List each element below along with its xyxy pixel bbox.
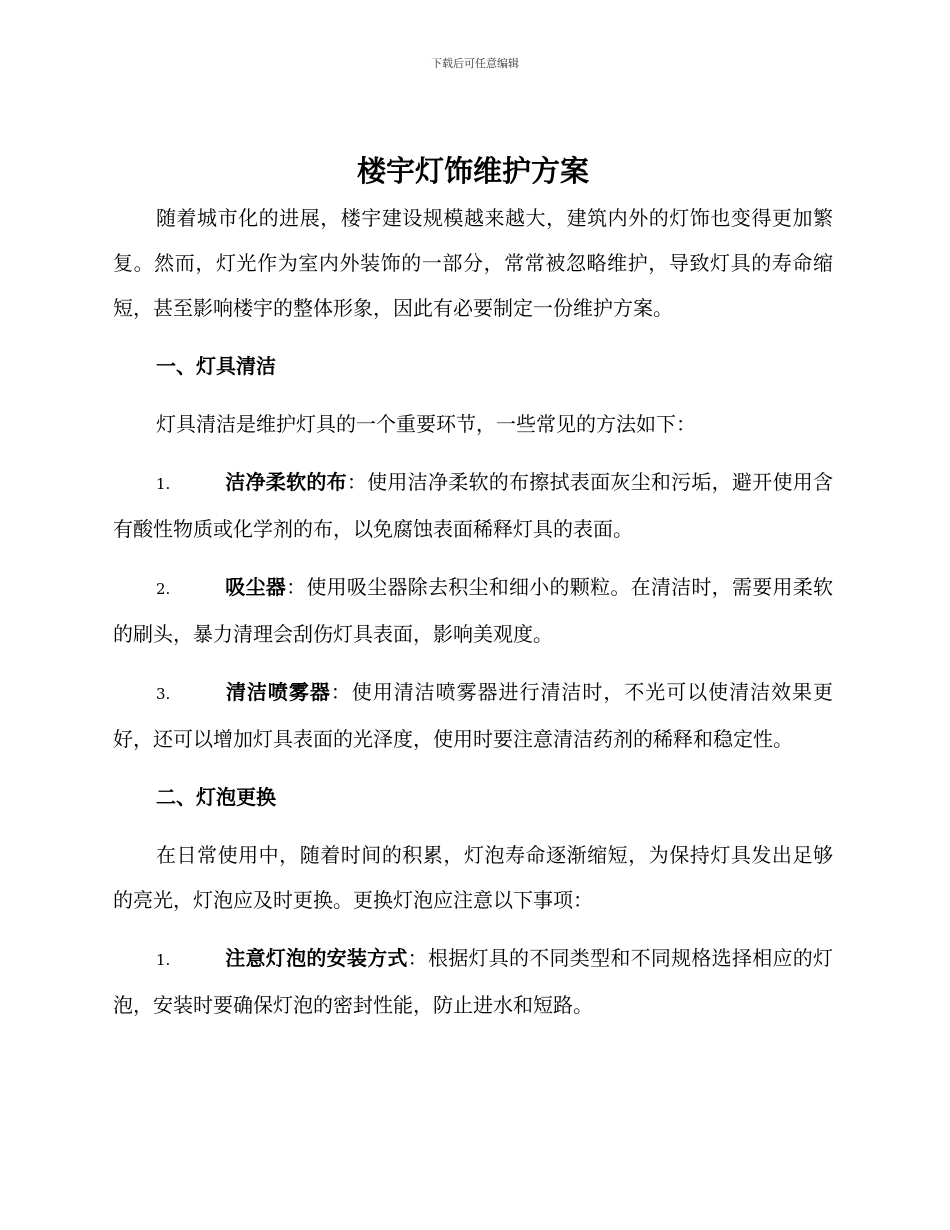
list-text: ：根据灯具的不同类型和不同规格选择相应的灯泡，安装时要确保灯泡的密封性能，防止进水和短路。 [113, 946, 834, 1017]
list-number: 2. [156, 580, 171, 598]
list-number: 1. [156, 475, 171, 493]
section-heading-bulb: 二、灯泡更换 [156, 785, 276, 809]
intro-paragraph: 随着城市化的进展，楼宇建设规模越来越大，建筑内外的灯饰也变得更加繁复。然而，灯光作为室内外装饰的一部分，常常被忽略维护，导致灯具的寿命缩短，甚至影响楼宇的整体形象，因此有必要制定一份维护方案。 [113, 206, 833, 320]
header-note: 下载后可任意编辑 [431, 57, 519, 70]
list-item [113, 936, 833, 1028]
list-term: 洁净柔软的布 [225, 470, 347, 494]
section-lead-bulb: 在日常使用中，随着时间的积累，灯泡寿命逐渐缩短，为保持灯具发出足够的亮光，灯泡应及时更换。更换灯泡应注意以下事项： [113, 843, 833, 912]
document-body [113, 146, 833, 1028]
list-term: 吸尘器 [225, 575, 287, 599]
list-number: 3. [156, 685, 171, 703]
section-lead-cleaning: 灯具清洁是维护灯具的一个重要环节，一些常见的方法如下： [156, 412, 696, 436]
list-text: ：使用洁净柔软的布擦拭表面灰尘和污垢，避开使用含有酸性物质或化学剂的布，以免腐蚀表面稀释灯具的表面。 [113, 470, 834, 541]
list-text: ：使用清洁喷雾器进行清洁时，不光可以使清洁效果更好，还可以增加灯具表面的光泽度，使用时要注意清洁药剂的稀释和稳定性。 [113, 680, 834, 751]
list-text: ：使用吸尘器除去积尘和细小的颗粒。在清洁时，需要用柔软的刷头，暴力清理会刮伤灯具表面，影响美观度。 [113, 575, 834, 646]
list-term: 注意灯泡的安装方式 [225, 946, 408, 970]
list-item [113, 565, 833, 657]
list-item [113, 670, 833, 762]
list-term: 清洁喷雾器 [225, 680, 331, 704]
list-item [113, 460, 833, 552]
section-heading-cleaning: 一、灯具清洁 [156, 354, 276, 378]
document-title: 楼宇灯饰维护方案 [356, 154, 589, 188]
list-number: 1. [156, 951, 171, 969]
